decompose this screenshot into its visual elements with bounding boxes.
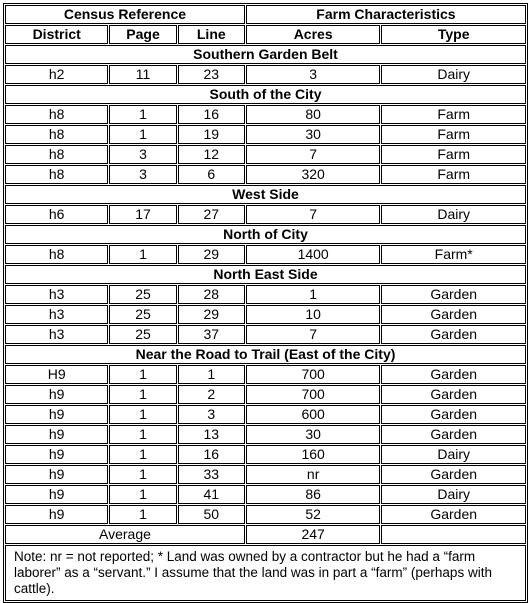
table-row	[5, 505, 526, 524]
table-row	[5, 485, 526, 504]
cell-type: Farm	[381, 125, 526, 144]
cell-page: 1	[109, 125, 176, 144]
cell-district: h3	[5, 325, 108, 344]
cell-page: 25	[109, 325, 176, 344]
section-title: North of City	[5, 225, 526, 244]
cell-page: 25	[109, 305, 176, 324]
section-header-row	[5, 185, 526, 204]
cell-acres: 600	[246, 405, 381, 424]
table-row	[5, 385, 526, 404]
table-row	[5, 365, 526, 384]
cell-type: Garden	[381, 505, 526, 524]
cell-type: Garden	[381, 365, 526, 384]
cell-type: Garden	[381, 285, 526, 304]
average-type-empty	[381, 525, 526, 544]
table-row	[5, 445, 526, 464]
table-row	[5, 245, 526, 264]
cell-acres: 10	[246, 305, 381, 324]
cell-acres: nr	[246, 465, 381, 484]
cell-type: Farm	[381, 165, 526, 184]
section-title: Near the Road to Trail (East of the City)	[5, 345, 526, 364]
cell-line: 23	[178, 65, 245, 84]
census-table-container	[3, 3, 528, 603]
cell-district: H9	[5, 365, 108, 384]
cell-line: 50	[178, 505, 245, 524]
cell-page: 1	[109, 405, 176, 424]
cell-page: 1	[109, 365, 176, 384]
cell-acres: 30	[246, 425, 381, 444]
cell-acres: 52	[246, 505, 381, 524]
cell-district: h9	[5, 465, 108, 484]
cell-district: h8	[5, 245, 108, 264]
table-row	[5, 305, 526, 324]
table-row	[5, 285, 526, 304]
cell-type: Farm	[381, 145, 526, 164]
cell-line: 41	[178, 485, 245, 504]
cell-page: 17	[109, 205, 176, 224]
section-header-row	[5, 225, 526, 244]
section-header-row	[5, 85, 526, 104]
cell-type: Garden	[381, 385, 526, 404]
cell-page: 1	[109, 425, 176, 444]
average-row	[5, 525, 526, 544]
cell-line: 13	[178, 425, 245, 444]
cell-type: Garden	[381, 425, 526, 444]
group-header-row	[5, 5, 526, 24]
table-row	[5, 145, 526, 164]
cell-acres: 80	[246, 105, 381, 124]
farm-characteristics-header: Farm Characteristics	[246, 5, 526, 24]
cell-acres: 7	[246, 325, 381, 344]
cell-line: 1	[178, 365, 245, 384]
cell-line: 6	[178, 165, 245, 184]
cell-district: h8	[5, 105, 108, 124]
cell-acres: 1400	[246, 245, 381, 264]
cell-acres: 30	[246, 125, 381, 144]
cell-acres: 3	[246, 65, 381, 84]
table-row	[5, 105, 526, 124]
cell-line: 2	[178, 385, 245, 404]
cell-type: Garden	[381, 305, 526, 324]
cell-page: 11	[109, 65, 176, 84]
section-header-row	[5, 345, 526, 364]
cell-page: 1	[109, 245, 176, 264]
cell-line: 29	[178, 305, 245, 324]
cell-line: 33	[178, 465, 245, 484]
cell-district: h9	[5, 425, 108, 444]
section-header-row	[5, 265, 526, 284]
cell-type: Dairy	[381, 485, 526, 504]
cell-type: Farm*	[381, 245, 526, 264]
cell-type: Garden	[381, 465, 526, 484]
cell-acres: 700	[246, 365, 381, 384]
cell-district: h9	[5, 445, 108, 464]
cell-page: 25	[109, 285, 176, 304]
cell-acres: 160	[246, 445, 381, 464]
table-row	[5, 405, 526, 424]
table-row	[5, 465, 526, 484]
section-title: North East Side	[5, 265, 526, 284]
table-row	[5, 425, 526, 444]
cell-page: 1	[109, 105, 176, 124]
column-header-page: Page	[109, 25, 176, 44]
column-header-acres: Acres	[246, 25, 381, 44]
cell-line: 28	[178, 285, 245, 304]
cell-acres: 1	[246, 285, 381, 304]
cell-district: h9	[5, 385, 108, 404]
table-row	[5, 325, 526, 344]
cell-type: Dairy	[381, 65, 526, 84]
cell-page: 3	[109, 165, 176, 184]
column-header-row	[5, 25, 526, 44]
cell-district: h9	[5, 485, 108, 504]
cell-page: 1	[109, 505, 176, 524]
cell-district: h9	[5, 405, 108, 424]
note-row	[5, 545, 526, 601]
cell-acres: 320	[246, 165, 381, 184]
cell-line: 19	[178, 125, 245, 144]
section-title: South of the City	[5, 85, 526, 104]
cell-page: 1	[109, 385, 176, 404]
section-header-row	[5, 45, 526, 64]
table-row	[5, 205, 526, 224]
table-row	[5, 65, 526, 84]
cell-page: 1	[109, 485, 176, 504]
table-body	[5, 5, 526, 601]
cell-line: 37	[178, 325, 245, 344]
cell-line: 3	[178, 405, 245, 424]
cell-type: Garden	[381, 325, 526, 344]
average-acres: 247	[246, 525, 381, 544]
table-note: Note: nr = not reported; * Land was owned by a contractor but he had a “farm laborer” as a “servant.” I assume that the land was in part a “farm” (perhaps with cattle).	[5, 545, 526, 601]
column-header-line: Line	[178, 25, 245, 44]
cell-type: Dairy	[381, 445, 526, 464]
cell-page: 1	[109, 465, 176, 484]
cell-line: 12	[178, 145, 245, 164]
cell-district: h8	[5, 125, 108, 144]
cell-acres: 7	[246, 145, 381, 164]
cell-line: 27	[178, 205, 245, 224]
section-title: Southern Garden Belt	[5, 45, 526, 64]
census-reference-header: Census Reference	[5, 5, 245, 24]
cell-district: h8	[5, 165, 108, 184]
cell-district: h8	[5, 145, 108, 164]
average-label: Average	[5, 525, 245, 544]
cell-district: h6	[5, 205, 108, 224]
section-title: West Side	[5, 185, 526, 204]
table-row	[5, 165, 526, 184]
cell-line: 16	[178, 445, 245, 464]
table-row	[5, 125, 526, 144]
cell-district: h2	[5, 65, 108, 84]
cell-line: 16	[178, 105, 245, 124]
cell-type: Farm	[381, 105, 526, 124]
cell-type: Dairy	[381, 205, 526, 224]
census-farm-table	[3, 3, 528, 603]
cell-acres: 7	[246, 205, 381, 224]
cell-line: 29	[178, 245, 245, 264]
column-header-type: Type	[381, 25, 526, 44]
cell-acres: 700	[246, 385, 381, 404]
cell-district: h3	[5, 305, 108, 324]
cell-district: h3	[5, 285, 108, 304]
cell-page: 3	[109, 145, 176, 164]
cell-page: 1	[109, 445, 176, 464]
cell-district: h9	[5, 505, 108, 524]
cell-type: Garden	[381, 405, 526, 424]
column-header-district: District	[5, 25, 108, 44]
cell-acres: 86	[246, 485, 381, 504]
